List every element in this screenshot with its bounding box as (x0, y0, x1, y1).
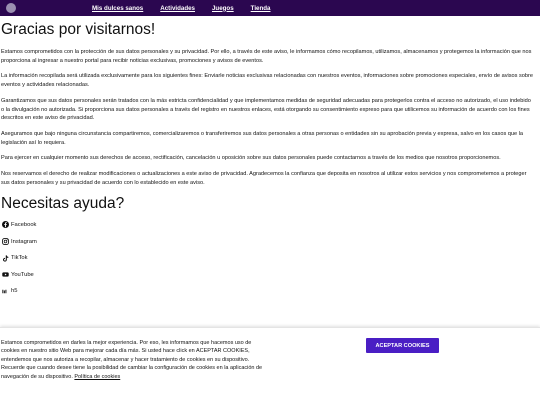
nav-link-juegos[interactable]: Juegos (211, 4, 234, 12)
social-link-youtube[interactable] (2, 270, 533, 279)
social-links (1, 220, 533, 295)
social-label: YouTube (11, 271, 34, 278)
privacy-paragraph: Nos reservamos el derecho de realizar modificaciones o actualizaciones a este aviso de privacidad. Agradecemos la confianza que deposita en nosotros al utilizar estos servicios y nos comprometemos a proteger sus datos personales y su privacidad de acuerdo con lo establecido en este aviso. (1, 171, 527, 186)
social-link-instagram[interactable] (2, 237, 533, 246)
social-link-tiktok[interactable] (2, 254, 533, 263)
privacy-content (0, 20, 533, 303)
social-label: h5 (11, 288, 18, 295)
nav-link-mis-dulces-sanos[interactable]: Mis dulces sanos (92, 4, 144, 12)
privacy-paragraph: Garantizamos que sus datos personales serán tratados con la más estricta confidencialidad y que implementamos medidas de seguridad adecuadas para protegerlos contra el acceso no autorizado, el uso indebido o la divulgación no autorizada. Si proporciona sus datos personales a través del registro en nuestros enlaces, está otorgando su consentimiento expreso para que utilicemos su información de acuerdo con los fines descritos en este aviso de privacidad. (1, 97, 531, 122)
youtube-icon (2, 271, 9, 278)
help-heading: Necesitas ayuda? (1, 195, 125, 213)
h5-icon (2, 288, 9, 295)
top-navigation-bar (0, 0, 540, 16)
social-label: TikTok (11, 255, 28, 262)
privacy-paragraph: Aseguramos que bajo ninguna circunstancia compartiremos, comercializaremos o transferiremos sus datos personales a otras personas o entidades sin su aprobación previa y expresa, salvo en los casos que la legislación así lo requiera. (1, 130, 524, 146)
tiktok-icon (2, 255, 9, 262)
social-link-h5[interactable] (2, 287, 533, 296)
social-label: Instagram (11, 238, 37, 245)
privacy-paragraph: La información recopilada será utilizada exclusivamente para los siguientes fines: Enviarle noticias exclusivas relacionadas con nuestros eventos, informaciones sobre promociones especiales, envío de avisos sobre eventos y actividades relacionadas. (1, 73, 534, 89)
site-logo-icon[interactable] (6, 3, 16, 13)
main-nav (92, 0, 288, 16)
social-link-facebook[interactable] (2, 220, 533, 229)
cookie-text: Estamos comprometidos en darles la mejor experiencia. Por eso, les informamos que hacemos uso de cookies en nuestro sitio Web para mejorar cada día más. Si usted hace click en ACEPTAR COOKIES, entendemos que nos autoriza a recopilar, almacenar y hacer tratamiento de cookies en su dispositivo. Recuerde que cuando desee tiene la posibilidad de cambiar la configuración de cookies en la aplicación de navegación de su dispositivo. (1, 340, 263, 380)
cookie-policy-link[interactable]: Política de cookies (74, 373, 121, 380)
facebook-icon (2, 221, 9, 228)
nav-link-tienda[interactable]: Tienda (250, 4, 271, 12)
privacy-paragraph: Estamos comprometidos con la protección de sus datos personales y su privacidad. Por ello, a través de este aviso, le informamos cómo recopilamos, utilizamos, almacenamos y protegemos la información que nos proporciona al ingresar a nuestro portal para recibir noticias exclusivas, promociones y avisos de eventos. (1, 49, 532, 64)
cookie-banner (0, 327, 540, 406)
instagram-icon (2, 238, 9, 245)
page-title: Gracias por visitarnos! (1, 21, 156, 38)
cookie-message (1, 339, 267, 381)
social-label: Facebook (11, 221, 37, 228)
nav-link-actividades[interactable]: Actividades (160, 4, 195, 12)
accept-cookies-button[interactable]: ACEPTAR COOKIES (366, 338, 439, 353)
privacy-paragraph: Para ejercer en cualquier momento sus derechos de acceso, rectificación, cancelación u oposición sobre sus datos personales puede contactarnos a través de los medios que nosotros proporcionemos. (1, 155, 501, 162)
